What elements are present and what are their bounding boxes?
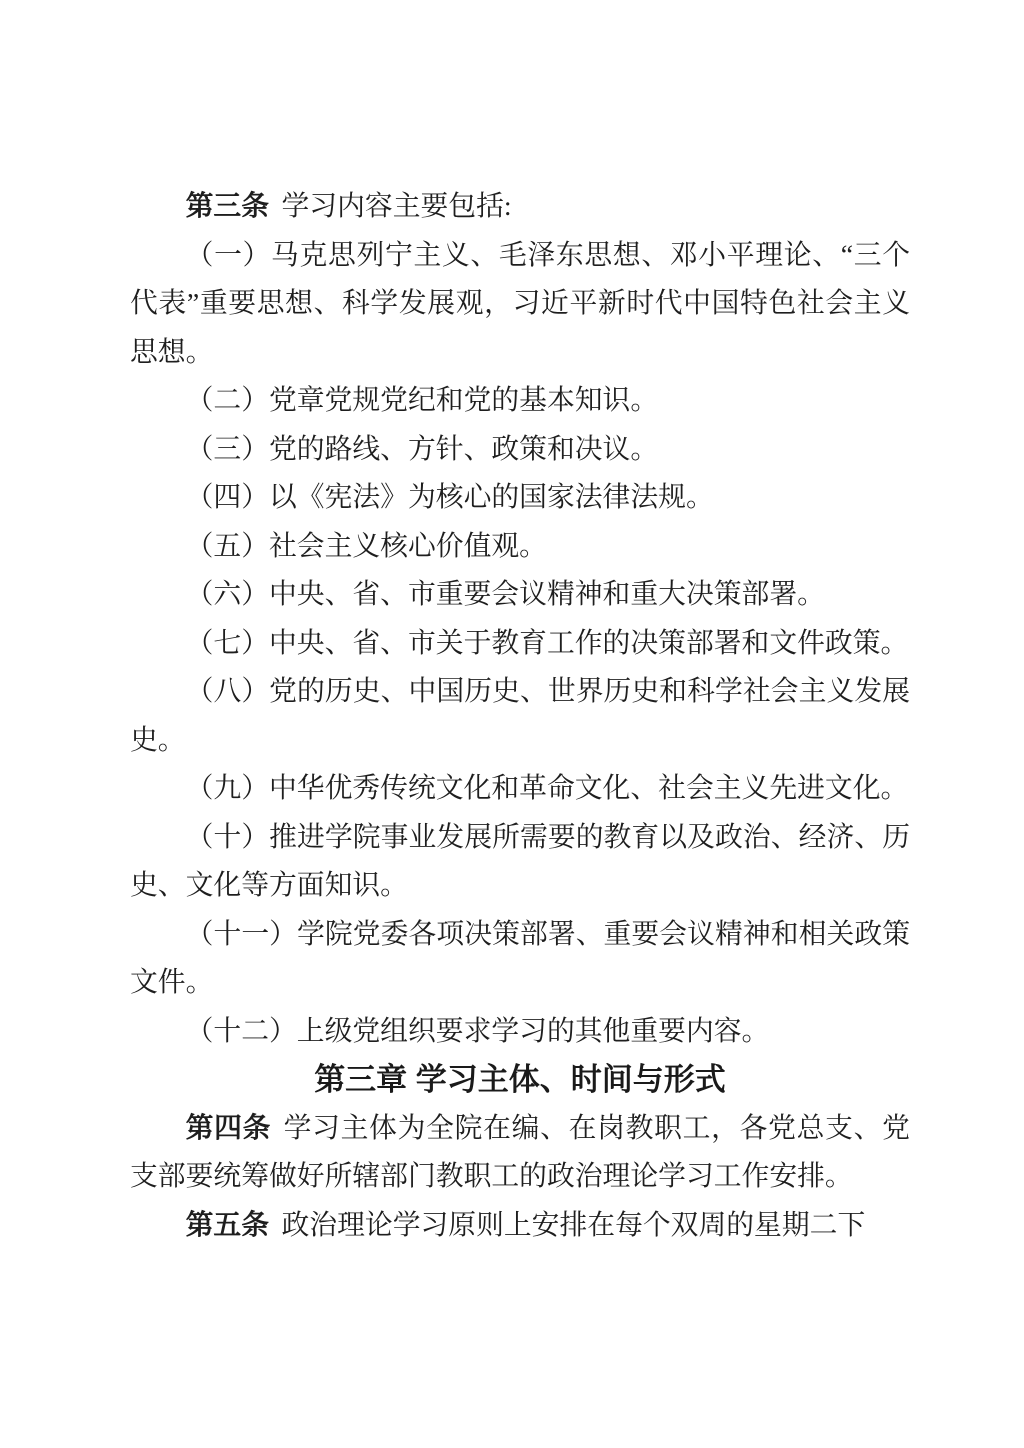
body-paragraph: （七）中央、省、市关于教育工作的决策部署和文件政策。 <box>185 627 909 659</box>
body-paragraph: （五）社会主义核心价值观。 <box>185 530 547 562</box>
article-paragraph <box>130 183 910 232</box>
article-number-label: 第四条 <box>185 1112 272 1144</box>
body-paragraph: （九）中华优秀传统文化和革命文化、社会主义先进文化。 <box>185 773 909 804</box>
body-paragraph: （三）党的路线、方针、政策和决议。 <box>185 433 659 465</box>
body-paragraph: （八）党的历史、中国历史、世界历史和科学社会主义发展史。 <box>130 676 910 756</box>
article-text: 学习主体为全院在编、在岗教职工，各党总支、党支部要统筹做好所辖部门教职工的政治理论学习工作安排。 <box>130 1112 910 1192</box>
body-paragraph: （四）以《宪法》为核心的国家法律法规。 <box>185 482 714 513</box>
article-paragraph <box>130 1202 910 1251</box>
body-paragraph: （十）推进学院事业发展所需要的教育以及政治、经济、历史、文化等方面知识。 <box>130 821 910 901</box>
body-paragraph: （十一）学院党委各项决策部署、重要会议精神和相关政策文件。 <box>130 918 910 998</box>
article-text: 学习内容主要包括: <box>281 191 512 222</box>
body-paragraph: （十二）上级党组织要求学习的其他重要内容。 <box>185 1015 770 1047</box>
article-number-label: 第三条 <box>185 191 269 222</box>
article-text: 政治理论学习原则上安排在每个双周的星期二下 <box>281 1209 866 1241</box>
article-number-label: 第五条 <box>185 1209 269 1241</box>
body-paragraph: （六）中央、省、市重要会议精神和重大决策部署。 <box>185 579 825 610</box>
chapter-heading: 第三章 学习主体、时间与形式 <box>314 1062 726 1097</box>
body-paragraph: （一）马克思列宁主义、毛泽东思想、邓小平理论、“三个代表”重要思想、科学发展观，习近平新时代中国特色社会主义思想。 <box>130 239 910 368</box>
body-paragraph: （二）党章党规党纪和党的基本知识。 <box>185 385 659 416</box>
article-paragraph <box>130 1105 910 1202</box>
document-body <box>130 183 910 1250</box>
